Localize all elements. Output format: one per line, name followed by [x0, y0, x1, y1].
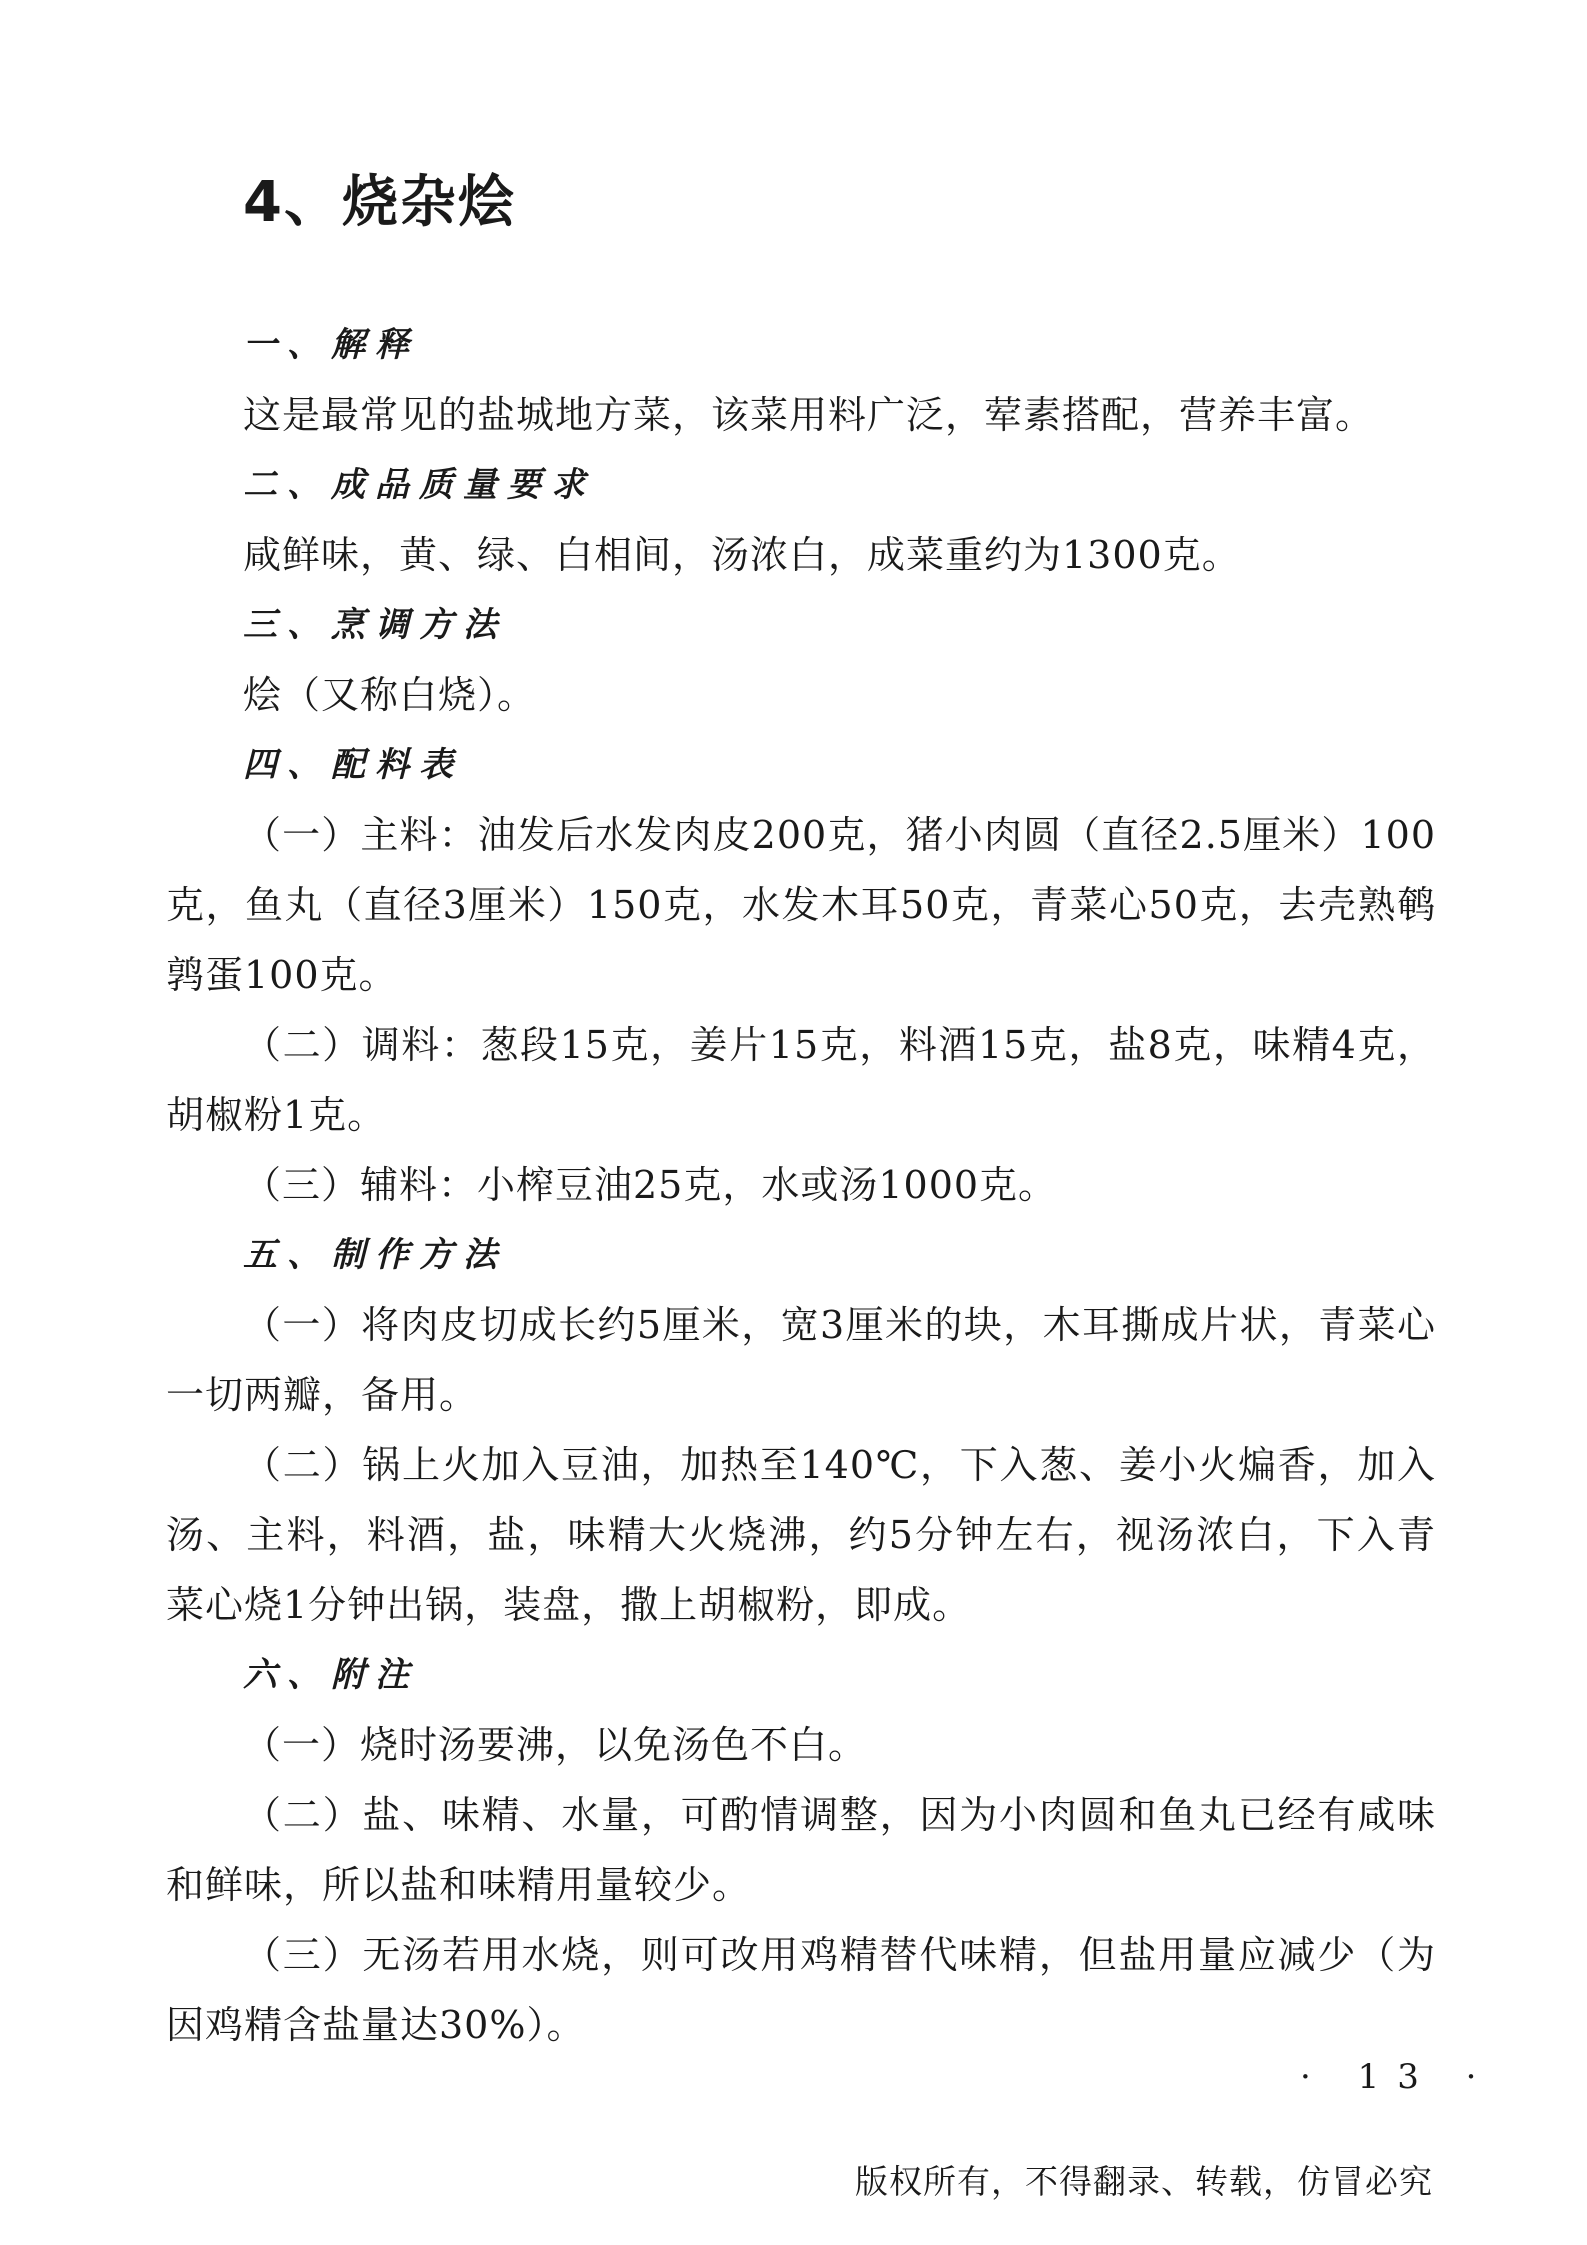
section-paragraph: （二）锅上火加入豆油，加热至140℃，下入葱、姜小火煸香，加入汤、主料，料酒，盐，味精大火烧沸，约5分钟左右，视汤浓白，下入青菜心烧1分钟出锅，装盘，撒上胡椒粉，即成。: [166, 1443, 1436, 1627]
section-heading-notes: 六、附注: [243, 1655, 419, 1695]
section-heading-ingredients: 四、配料表: [243, 745, 463, 785]
section-paragraph: （二）调料：葱段15克，姜片15克，料酒15克，盐8克，味精4克，胡椒粉1克。: [166, 1023, 1436, 1137]
section-paragraph: （二）盐、味精、水量，可酌情调整，因为小肉圆和鱼丸已经有咸味和鲜味，所以盐和味精用量较少。: [166, 1793, 1436, 1907]
section-paragraph: （一）将肉皮切成长约5厘米，宽3厘米的块，木耳撕成片状，青菜心一切两瓣，备用。: [166, 1303, 1436, 1417]
page-title: 4、烧杂烩: [243, 170, 516, 235]
section-paragraph: （一）主料：油发后水发肉皮200克，猪小肉圆（直径2.5厘米）100克，鱼丸（直径3厘米）150克，水发木耳50克，青菜心50克，去壳熟鹌鹑蛋100克。: [166, 813, 1436, 997]
page-number: · 13 ·: [1300, 2057, 1495, 2097]
section-paragraph: 这是最常见的盐城地方菜，该菜用料广泛，荤素搭配，营养丰富。: [243, 393, 1375, 437]
section-heading-method: 三、烹调方法: [243, 605, 507, 645]
section-heading-preparation: 五、制作方法: [243, 1235, 507, 1275]
section-paragraph: 咸鲜味，黄、绿、白相间，汤浓白，成菜重约为1300克。: [243, 533, 1241, 577]
recipe-content: [166, 310, 1436, 2060]
section-paragraph: （三）辅料：小榨豆油25克，水或汤1000克。: [243, 1163, 1058, 1207]
section-heading-quality: 二、成品质量要求: [243, 465, 595, 505]
copyright-notice: 版权所有，不得翻录、转载，仿冒必究: [855, 2162, 1433, 2201]
section-paragraph: （三）无汤若用水烧，则可改用鸡精替代味精，但盐用量应减少（为因鸡精含盐量达30%）。: [166, 1933, 1436, 2047]
section-heading-explanation: 一、解释: [243, 325, 419, 365]
section-paragraph: （一）烧时汤要沸，以免汤色不白。: [243, 1723, 868, 1767]
section-paragraph: 烩（又称白烧）。: [243, 673, 537, 717]
